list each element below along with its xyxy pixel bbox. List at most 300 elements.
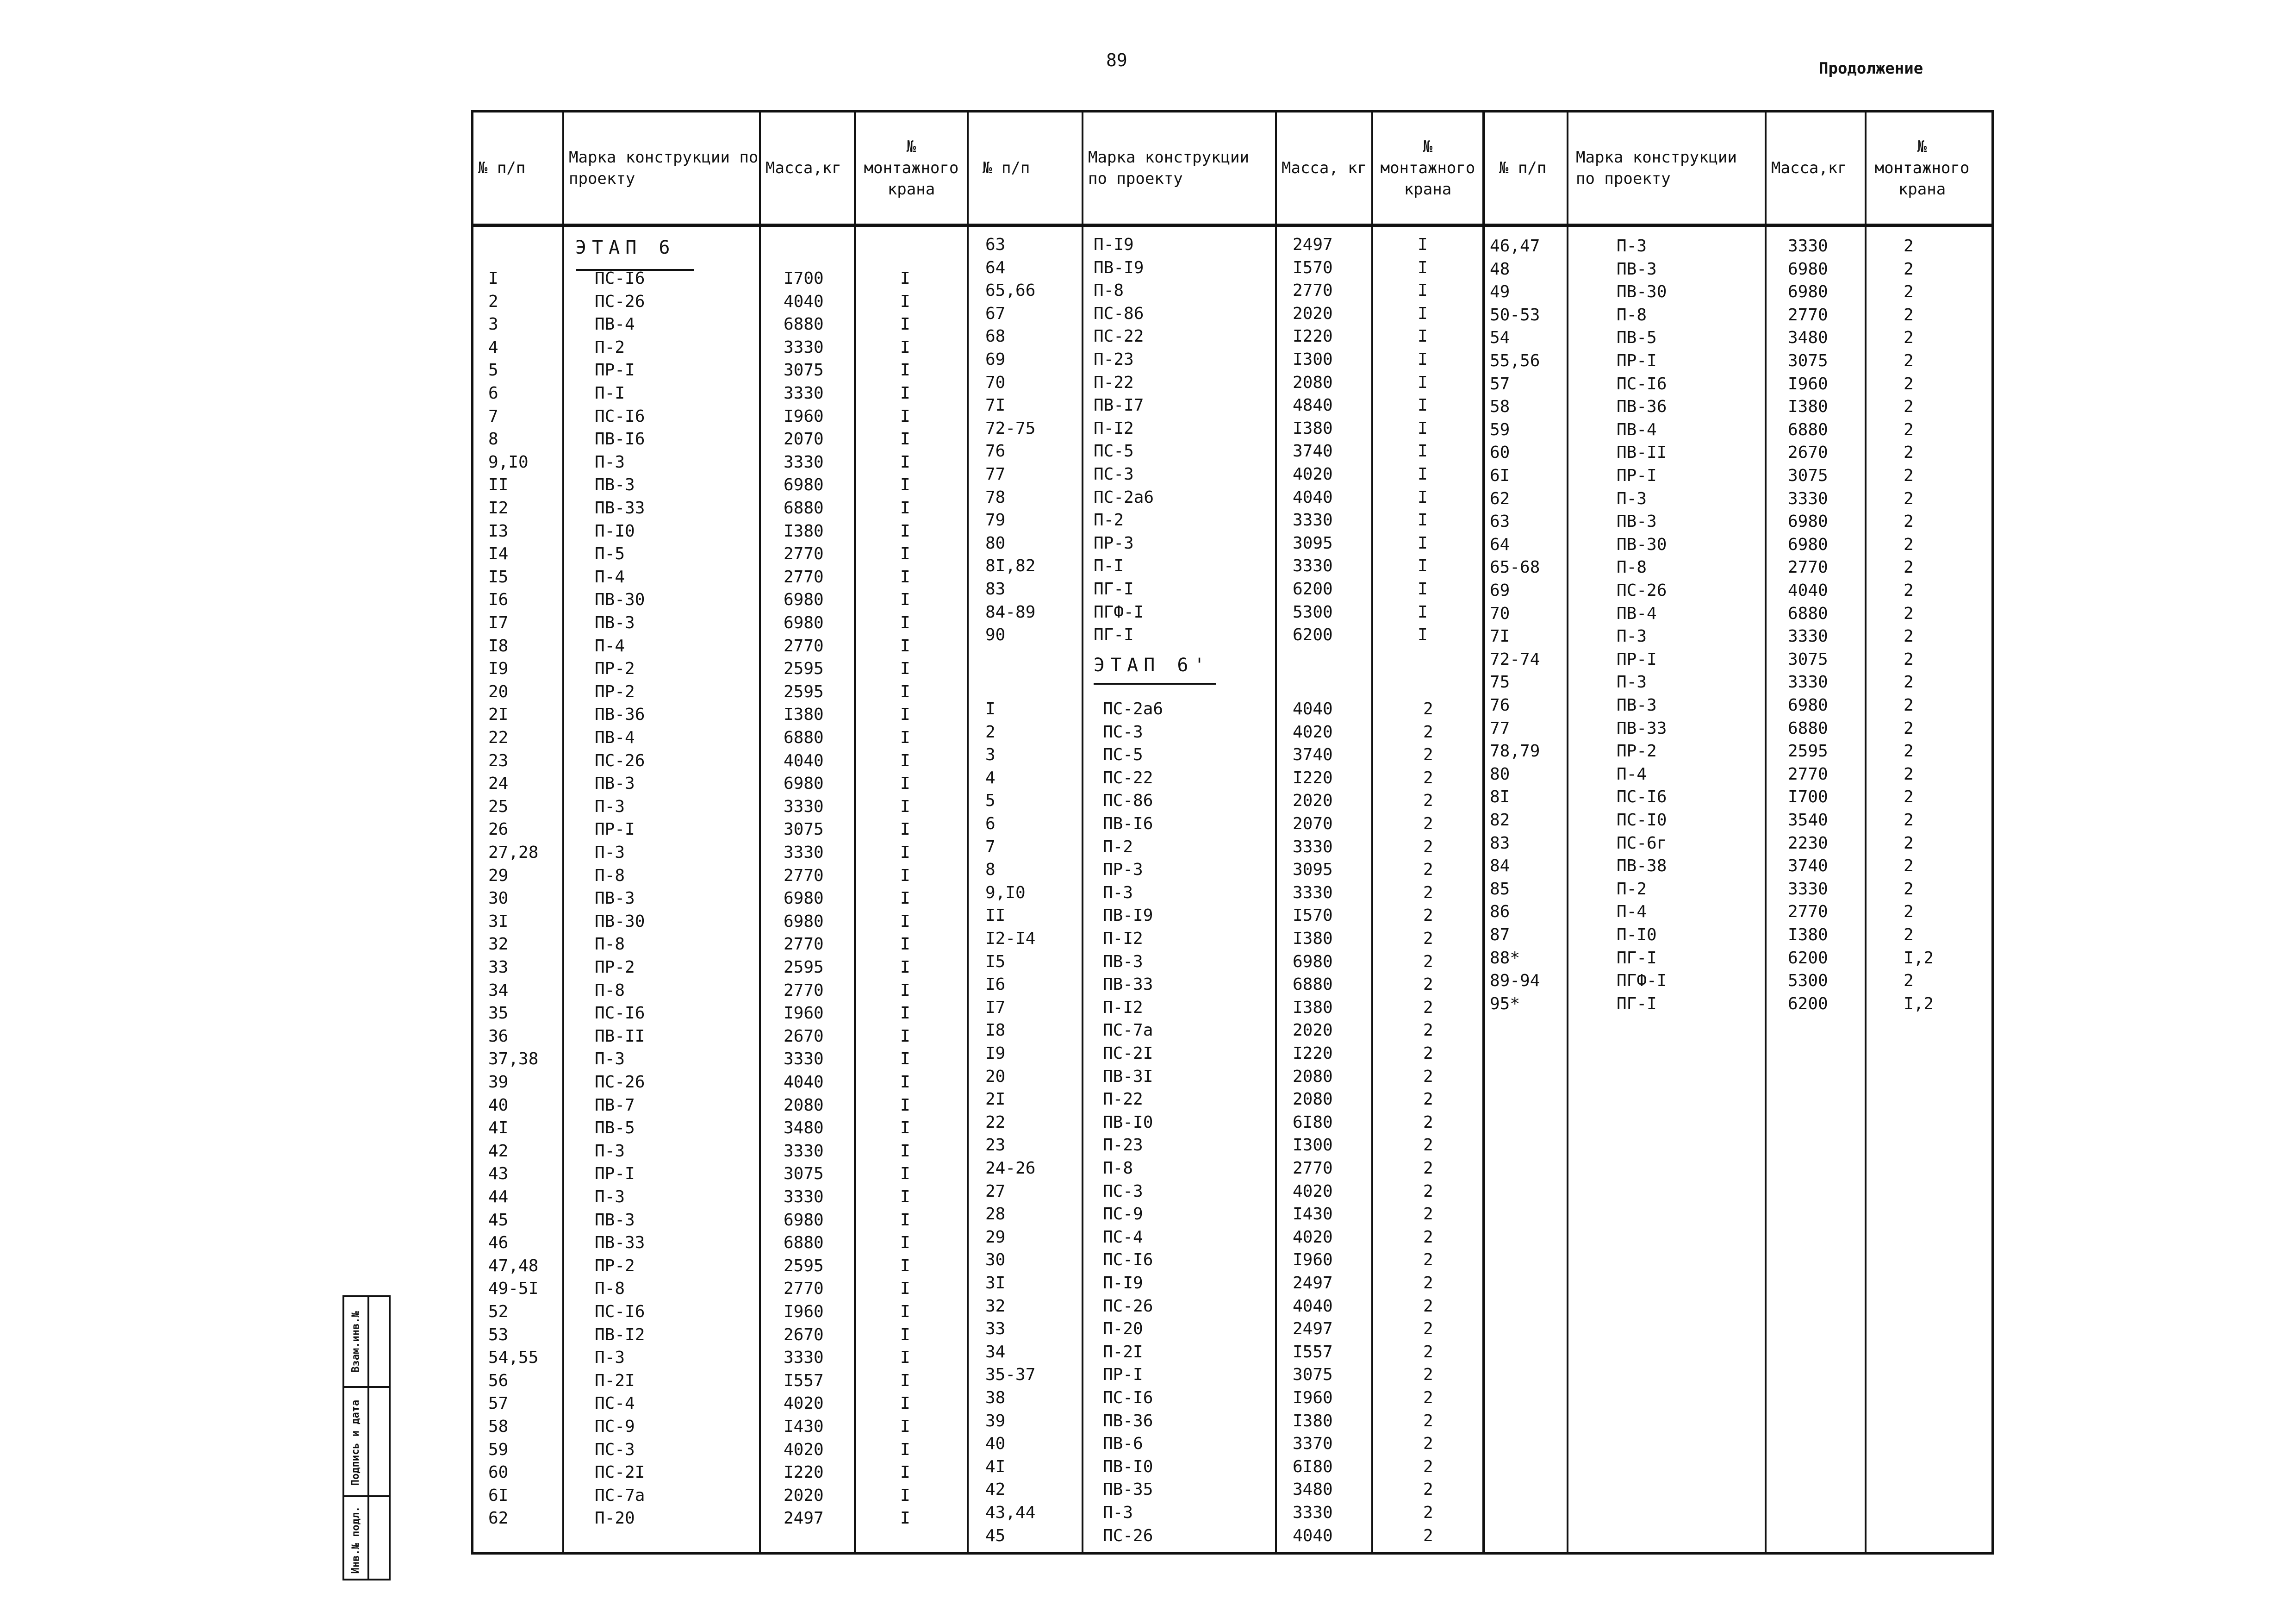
cell-crane: I	[1418, 442, 1428, 461]
cell-mass: 6980	[784, 1210, 824, 1230]
cell-mark: ПС-3	[1094, 465, 1134, 484]
cell-mass: 3540	[1788, 811, 1828, 830]
cell-mass: 6980	[784, 774, 824, 793]
cell-mass: 6980	[784, 889, 824, 908]
cell-crane: 2	[1423, 1159, 1433, 1178]
cell-crane: I	[900, 567, 910, 587]
cell-mark: ПВ-33	[1617, 718, 1667, 738]
cell-num: 70	[1490, 604, 1510, 623]
cell-crane: I	[900, 269, 910, 288]
cell-num: 8	[488, 430, 498, 449]
cell-mark: ПР-2	[595, 682, 635, 701]
cell-crane: 2	[1423, 1044, 1433, 1063]
cell-num: 72-74	[1490, 650, 1540, 669]
cell-crane: 2	[1904, 811, 1914, 830]
cell-crane: I	[1418, 625, 1428, 645]
stamp-label: Инв.№ подл.	[350, 1506, 362, 1574]
cell-mark: П-8	[595, 935, 625, 954]
cell-mark: П-I9	[1103, 1274, 1143, 1293]
stamp-label: Подпись и дата	[350, 1399, 362, 1486]
cell-mass: 2080	[784, 1095, 824, 1115]
cell-mass: 6980	[1788, 535, 1828, 554]
cell-crane: 2	[1904, 971, 1914, 991]
col-divider	[1082, 112, 1083, 1552]
cell-mass: I700	[784, 269, 824, 288]
cell-num: 35-37	[985, 1365, 1036, 1385]
cell-mark: ПВ-II	[595, 1026, 645, 1046]
cell-num: 6	[488, 384, 498, 403]
cell-mark: ПС-4	[595, 1394, 635, 1413]
cell-mark: ПВ-6	[1103, 1434, 1143, 1454]
cell-num: 24-26	[985, 1159, 1036, 1178]
cell-mark: ПВ-3	[595, 774, 635, 793]
cell-mass: 5300	[1293, 602, 1333, 622]
cell-crane: I	[900, 1486, 910, 1505]
cell-crane: 2	[1423, 929, 1433, 948]
cell-crane: I	[1418, 396, 1428, 415]
cell-mark: П-3	[595, 843, 625, 862]
cell-crane: I	[1418, 533, 1428, 553]
cell-crane: I	[900, 406, 910, 426]
cell-crane: 2	[1904, 558, 1914, 577]
cell-num: 8	[985, 860, 996, 880]
col-divider	[1865, 112, 1867, 1552]
cell-crane: I	[1418, 511, 1428, 530]
cell-crane: I	[1418, 235, 1428, 254]
cell-num: 49-5I	[488, 1279, 539, 1299]
stamp-cell	[344, 1386, 389, 1495]
cell-crane: 2	[1904, 581, 1914, 600]
cell-mark: ПВ-3	[595, 475, 635, 495]
cell-mark: ПВ-I6	[595, 430, 645, 449]
cell-crane: 2	[1423, 1434, 1433, 1454]
cell-mass: 2770	[1788, 558, 1828, 577]
col-divider	[967, 112, 969, 1552]
cell-crane: I	[1418, 465, 1428, 484]
cell-crane: I	[900, 958, 910, 977]
cell-num: 86	[1490, 902, 1510, 922]
cell-num: 3I	[488, 912, 509, 931]
header-num: № п/п	[1499, 159, 1547, 177]
cell-num: I9	[985, 1044, 1006, 1063]
cell-mass: I430	[1293, 1205, 1333, 1224]
cell-mark: П-8	[595, 981, 625, 1000]
cell-num: 82	[1490, 811, 1510, 830]
cell-mass: 2770	[784, 636, 824, 656]
cell-num: 78	[985, 487, 1006, 507]
cell-num: 84	[1490, 856, 1510, 876]
cell-crane: I	[900, 613, 910, 632]
cell-crane: I	[900, 452, 910, 472]
cell-num: 47,48	[488, 1256, 539, 1275]
cell-mark: ПВ-33	[595, 499, 645, 518]
cell-mass: I380	[784, 705, 824, 725]
cell-mark: ПР-2	[595, 958, 635, 977]
cell-crane: 2	[1423, 1112, 1433, 1132]
cell-mark: ПС-5	[1103, 745, 1143, 765]
cell-mass: 6980	[784, 613, 824, 632]
cell-num: 8I,82	[985, 556, 1036, 576]
cell-mark: ПВ-II	[1617, 443, 1667, 462]
col-divider	[562, 112, 564, 1552]
cell-num: 72-75	[985, 418, 1036, 438]
cell-num: II	[488, 475, 509, 495]
cell-mass: 4020	[784, 1440, 824, 1459]
cell-mark: ПВ-I9	[1103, 906, 1153, 925]
cell-crane: 2	[1423, 1181, 1433, 1201]
cell-crane: I	[1418, 327, 1428, 346]
cell-num: 76	[985, 442, 1006, 461]
cell-mass: 2497	[1293, 1274, 1333, 1293]
cell-mark: ПР-I	[595, 820, 635, 839]
cell-num: 4	[985, 768, 996, 787]
cell-crane: I	[900, 682, 910, 701]
cell-mass: 4040	[784, 292, 824, 311]
cell-mass: 3480	[1788, 328, 1828, 348]
cell-crane: I	[900, 475, 910, 495]
header-mark: Марка конструкции по проекту	[1576, 148, 1737, 188]
cell-num: 43,44	[985, 1503, 1036, 1522]
cell-crane: I	[900, 315, 910, 334]
cell-num: I	[488, 269, 498, 288]
col-divider	[1765, 112, 1767, 1552]
cell-mass: I220	[1293, 327, 1333, 346]
cell-mark: ПВ-3	[1103, 952, 1143, 971]
cell-num: 62	[1490, 489, 1510, 508]
cell-num: 9,I0	[985, 883, 1026, 902]
cell-num: 22	[488, 728, 509, 747]
cell-num: 20	[488, 682, 509, 701]
cell-mass: 6980	[1788, 259, 1828, 279]
cell-crane: 2	[1423, 1296, 1433, 1316]
cell-num: 69	[1490, 581, 1510, 600]
cell-num: 2	[985, 722, 996, 742]
cell-mark: П-3	[595, 1141, 625, 1161]
cell-mass: 4040	[784, 751, 824, 770]
cell-mass: 2020	[1293, 304, 1333, 323]
cell-num: II	[985, 906, 1006, 925]
cell-crane: 2	[1423, 745, 1433, 765]
header-mass: Масса, кг	[1282, 159, 1367, 177]
cell-crane: 2	[1423, 1021, 1433, 1040]
cell-mass: 3330	[784, 843, 824, 862]
cell-num: 88*	[1490, 948, 1520, 968]
cell-num: 89-94	[1490, 971, 1540, 991]
cell-mark: ПВ-I0	[1103, 1112, 1153, 1132]
cell-mass: 3330	[784, 1348, 824, 1368]
cell-crane: 2	[1423, 860, 1433, 880]
cell-mark: ПС-6г	[1617, 833, 1667, 853]
cell-crane: 2	[1904, 925, 1914, 944]
cell-mass: 2770	[784, 981, 824, 1000]
cell-crane: I	[900, 1073, 910, 1092]
cell-mark: ПС-I6	[1617, 374, 1667, 394]
cell-crane: 2	[1423, 1090, 1433, 1109]
cell-crane: 2	[1904, 397, 1914, 417]
cell-crane: 2	[1904, 420, 1914, 439]
cell-num: 7	[488, 406, 498, 426]
cell-num: 63	[985, 235, 1006, 254]
header-num: № п/п	[983, 159, 1030, 177]
cell-mass: I380	[1788, 397, 1828, 417]
cell-mark: ПС-3	[595, 1440, 635, 1459]
cell-num: 57	[488, 1394, 509, 1413]
cell-num: 7I	[1490, 627, 1510, 646]
cell-num: I5	[985, 952, 1006, 971]
stage-heading: ЭТАП 6'	[1094, 655, 1211, 676]
cell-num: 22	[985, 1112, 1006, 1132]
cell-mass: 4040	[1293, 700, 1333, 718]
cell-mark: П-8	[1617, 558, 1647, 577]
cell-mark: ПВ-3	[595, 613, 635, 632]
cell-num: 36	[488, 1026, 509, 1046]
cell-crane: I	[900, 1302, 910, 1321]
cell-mark: ПС-86	[1094, 304, 1144, 323]
cell-mass: 4020	[1293, 1181, 1333, 1201]
cell-mark: ПС-I6	[1103, 1250, 1153, 1270]
cell-mass: 3330	[784, 797, 824, 816]
cell-num: 70	[985, 373, 1006, 392]
cell-mass: I380	[1293, 998, 1333, 1017]
cell-crane: I	[900, 292, 910, 311]
cell-crane: 2	[1423, 791, 1433, 811]
cell-crane: I	[900, 866, 910, 885]
cell-mass: 6I80	[1293, 1457, 1333, 1476]
cell-mark: П-4	[1617, 764, 1647, 784]
cell-mass: I960	[784, 1302, 824, 1321]
cell-mark: П-23	[1094, 350, 1134, 369]
cell-mark: ПВ-33	[595, 1233, 645, 1253]
cell-crane: I	[900, 636, 910, 656]
cell-mass: 3330	[784, 452, 824, 472]
cell-mark: ПР-I	[1103, 1365, 1143, 1385]
cell-num: 5	[488, 361, 498, 380]
cell-crane: I	[900, 430, 910, 449]
cell-mark: ПС-2а6	[1103, 700, 1164, 718]
cell-mark: П-4	[1617, 902, 1647, 922]
cell-mass: 6880	[1293, 975, 1333, 994]
cell-mark: П-8	[595, 1279, 625, 1299]
cell-mark: П-I	[1094, 556, 1124, 576]
cell-mass: 3330	[1293, 837, 1333, 856]
cell-crane: 2	[1423, 768, 1433, 787]
cell-mark: ПС-26	[595, 292, 645, 311]
cell-mass: 2770	[1788, 764, 1828, 784]
cell-mark: ПР-2	[595, 659, 635, 679]
cell-mark: ПС-I6	[1617, 787, 1667, 807]
cell-crane: 2	[1904, 237, 1914, 256]
cell-mass: 6880	[1788, 604, 1828, 623]
cell-num: 9,I0	[488, 452, 529, 472]
cell-crane: 2	[1904, 856, 1914, 876]
header-crane: № монтажного крана	[1874, 137, 1970, 199]
cell-num: 4	[488, 337, 498, 357]
cell-mark: ПР-I	[595, 361, 635, 380]
cell-crane: 2	[1423, 837, 1433, 856]
cell-mass: 2230	[1788, 833, 1828, 853]
cell-mark: П-2	[595, 337, 625, 357]
cell-mark: П-22	[1094, 373, 1134, 392]
cell-num: 58	[488, 1417, 509, 1436]
cell-crane: 2	[1904, 673, 1914, 692]
cell-mark: П-2I	[595, 1371, 635, 1390]
stamp-cell	[344, 1297, 389, 1386]
cell-mass: 3075	[1788, 466, 1828, 485]
cell-num: 56	[488, 1371, 509, 1390]
stamp-cell	[344, 1495, 389, 1580]
cell-crane: I	[1418, 373, 1428, 392]
section-divider	[1482, 112, 1485, 1552]
cell-crane: I,2	[1904, 994, 1934, 1013]
cell-num: 57	[1490, 374, 1510, 394]
cell-mark: П-8	[1094, 281, 1124, 300]
cell-crane: I	[900, 1210, 910, 1230]
cell-mark: ПС-26	[595, 751, 645, 770]
cell-mark: ПР-I	[1617, 466, 1657, 485]
cell-crane: 2	[1904, 443, 1914, 462]
cell-mark: П-3	[595, 1187, 625, 1206]
cell-mark: П-23	[1103, 1136, 1143, 1155]
cell-mark: П-2I	[1103, 1342, 1143, 1362]
cell-mass: I220	[1293, 1044, 1333, 1063]
cell-num: 2I	[488, 705, 509, 725]
cell-crane: 2	[1423, 883, 1433, 902]
cell-mark: ПС-5	[1094, 442, 1134, 461]
cell-crane: 2	[1423, 1480, 1433, 1499]
cell-mass: 4040	[1293, 1296, 1333, 1316]
cell-mark: П-I2	[1103, 929, 1143, 948]
cell-num: 30	[985, 1250, 1006, 1270]
cell-crane: 2	[1904, 650, 1914, 669]
cell-mass: 3330	[784, 384, 824, 403]
cell-mark: ПВ-38	[1617, 856, 1667, 876]
cell-mark: П-4	[595, 567, 625, 587]
cell-crane: I	[1418, 418, 1428, 438]
cell-mark: П-2	[1103, 837, 1133, 856]
cell-crane: 2	[1904, 764, 1914, 784]
cell-mass: 3075	[784, 1164, 824, 1184]
cell-mark: ПС-9	[595, 1417, 635, 1436]
cell-mark: ПГФ-I	[1094, 602, 1144, 622]
cell-mass: 2770	[1293, 281, 1333, 300]
cell-mass: 2770	[784, 1279, 824, 1299]
cell-mass: I960	[1293, 1250, 1333, 1270]
cell-mass: 3095	[1293, 533, 1333, 553]
cell-mass: I700	[1788, 787, 1828, 807]
cell-crane: 2	[1423, 722, 1433, 742]
header-mass: Масса,кг	[1771, 159, 1847, 177]
cell-mass: I300	[1293, 1136, 1333, 1155]
cell-mark: П-20	[595, 1509, 635, 1528]
cell-mark: ПС-7а	[595, 1486, 645, 1505]
cell-mark: ПВ-3	[595, 889, 635, 908]
cell-num: 65-68	[1490, 558, 1540, 577]
cell-mark: П-3	[595, 797, 625, 816]
cell-num: 44	[488, 1187, 509, 1206]
cell-num: 38	[985, 1388, 1006, 1407]
cell-crane: I	[900, 499, 910, 518]
cell-mark: ПВ-4	[595, 728, 635, 747]
cell-num: 37,38	[488, 1049, 539, 1069]
cell-num: 75	[1490, 673, 1510, 692]
cell-num: 30	[488, 889, 509, 908]
cell-mark: ПВ-35	[1103, 1480, 1153, 1499]
cell-crane: I	[900, 705, 910, 725]
cell-mass: 2497	[784, 1509, 824, 1528]
cell-crane: I	[900, 1095, 910, 1115]
cell-crane: 2	[1904, 627, 1914, 646]
cell-num: 34	[985, 1342, 1006, 1362]
cell-crane: I	[900, 1026, 910, 1046]
stage-heading: ЭТАП 6	[575, 237, 676, 258]
cell-mass: 5300	[1788, 971, 1828, 991]
cell-num: 28	[985, 1205, 1006, 1224]
cell-crane: I	[900, 384, 910, 403]
cell-mass: 2770	[784, 935, 824, 954]
cell-crane: 2	[1423, 998, 1433, 1017]
cell-crane: I	[900, 1279, 910, 1299]
cell-mass: 2497	[1293, 1319, 1333, 1339]
cell-mass: I570	[1293, 906, 1333, 925]
cell-crane: I	[900, 935, 910, 954]
cell-mark: ПГ-I	[1617, 948, 1657, 968]
cell-crane: 2	[1423, 1136, 1433, 1155]
cell-num: 54,55	[488, 1348, 539, 1368]
cell-num: 46,47	[1490, 237, 1540, 256]
cell-crane: 2	[1423, 1274, 1433, 1293]
cell-mass: 2497	[1293, 235, 1333, 254]
cell-crane: I	[900, 1233, 910, 1253]
cell-num: 54	[1490, 328, 1510, 348]
cell-mass: 2770	[1293, 1159, 1333, 1178]
cell-mass: 2070	[784, 430, 824, 449]
cell-mark: ПВ-I7	[1094, 396, 1144, 415]
cell-mass: 6980	[1788, 512, 1828, 531]
cell-mass: 3330	[1293, 556, 1333, 576]
cell-mark: П-8	[595, 866, 625, 885]
cell-num: 27	[985, 1181, 1006, 1201]
cell-mark: П-2	[1617, 879, 1647, 899]
cell-num: 3	[488, 315, 498, 334]
cell-num: 59	[1490, 420, 1510, 439]
cell-mark: ПГ-I	[1094, 580, 1134, 599]
cell-mark: ПР-3	[1094, 533, 1134, 553]
header-mark: Марка конструкции по проекту	[569, 148, 759, 188]
cell-mark: ПС-I6	[595, 1302, 645, 1321]
cell-num: 24	[488, 774, 509, 793]
cell-mass: 6980	[784, 912, 824, 931]
cell-mark: ПВ-I6	[1103, 814, 1153, 833]
cell-mass: 3480	[1293, 1480, 1333, 1499]
cell-num: 39	[488, 1073, 509, 1092]
cell-num: 40	[488, 1095, 509, 1115]
stage-underline	[1094, 683, 1216, 685]
col-divider	[854, 112, 856, 1552]
cell-num: 67	[985, 304, 1006, 323]
col-divider	[1275, 112, 1277, 1552]
col-divider	[1371, 112, 1373, 1552]
cell-mark: ПР-2	[595, 1256, 635, 1275]
cell-mass: I380	[1788, 925, 1828, 944]
cell-mark: П-4	[595, 636, 625, 656]
cell-crane: I	[900, 912, 910, 931]
cell-mark: ПС-3	[1103, 1181, 1143, 1201]
cell-mass: 2595	[784, 682, 824, 701]
cell-mark: ПС-I6	[595, 269, 645, 288]
cell-num: 6I	[1490, 466, 1510, 485]
cell-mark: П-I0	[1617, 925, 1657, 944]
cell-num: 60	[488, 1463, 509, 1482]
